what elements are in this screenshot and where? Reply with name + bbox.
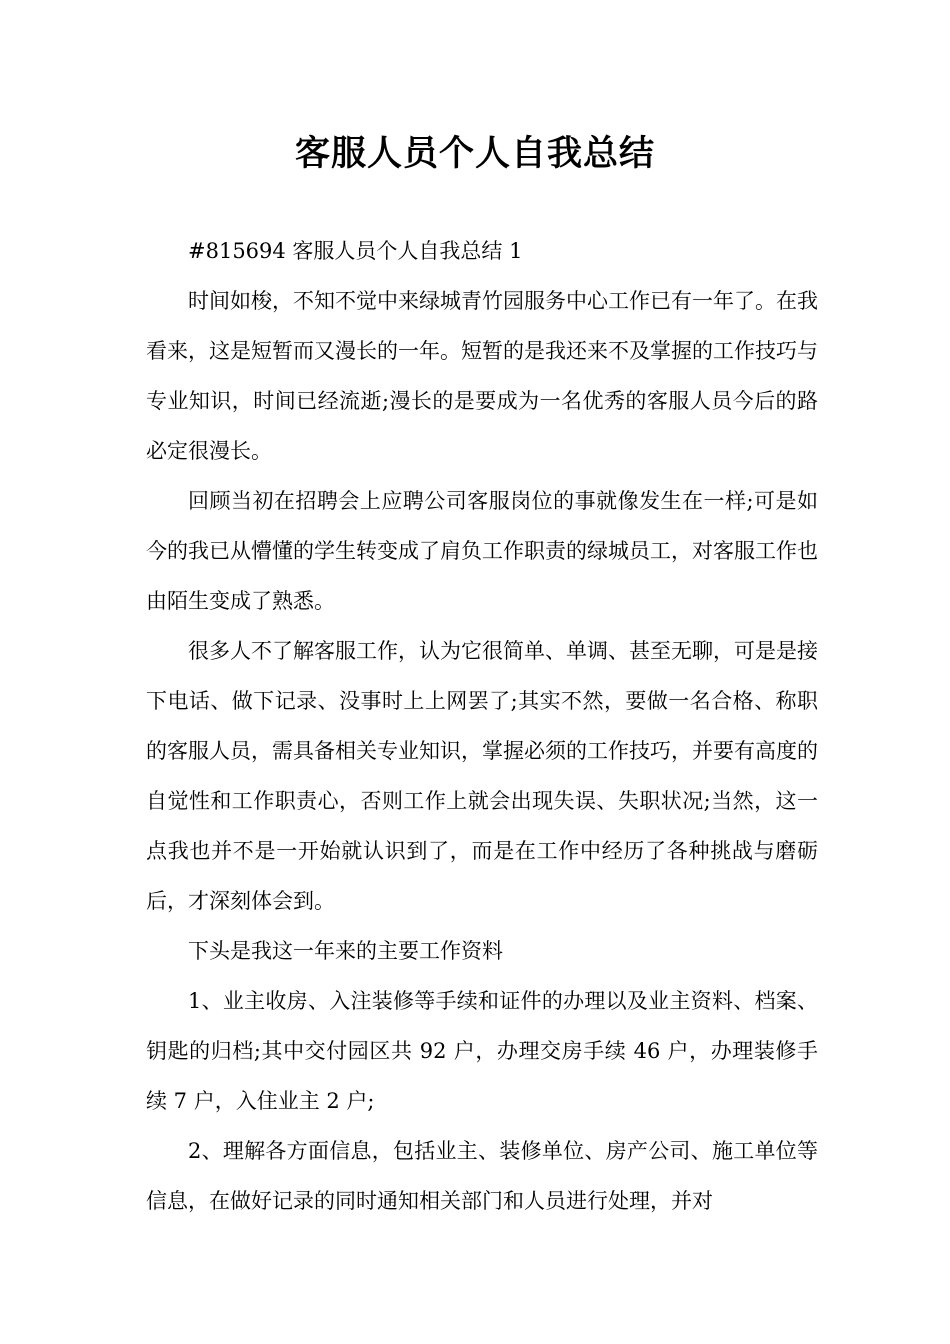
paragraph-reference: #815694 客服人员个人自我总结 1 <box>188 239 523 263</box>
document-title: 客服人员个人自我总结 <box>294 134 655 174</box>
paragraph: 1、业主收房、入注装修等手续和证件的办理以及业主资料、档案、钥匙的归档;其中交付园区共 92 户，办理交房手续 46 户，办理装修手续 7 户，入住业主 2 户; <box>146 989 818 1113</box>
paragraph: 时间如梭，不知不觉中来绿城青竹园服务中心工作已有一年了。在我看来，这是短暂而又漫长的一年。短暂的是我还来不及掌握的工作技巧与专业知识，时间已经流逝;漫长的是要成为一名优秀的客服人员今后的路必定很漫长。 <box>146 289 818 463</box>
document-body <box>146 226 818 1226</box>
paragraph: 下头是我这一年来的主要工作资料 <box>188 939 503 963</box>
paragraph: 很多人不了解客服工作，认为它很简单、单调、甚至无聊，可是是接下电话、做下记录、没事时上上网罢了;其实不然，要做一名合格、称职的客服人员，需具备相关专业知识，掌握必须的工作技巧，并要有高度的自觉性和工作职责心，否则工作上就会出现失误、失职状况;当然，这一点我也并不是一开始就认识到了，而是在工作中经历了各种挑战与磨砺后，才深刻体会到。 <box>146 639 818 913</box>
paragraph: 2、理解各方面信息，包括业主、装修单位、房产公司、施工单位等信息，在做好记录的同时通知相关部门和人员进行处理，并对 <box>146 1139 818 1213</box>
paragraph: 回顾当初在招聘会上应聘公司客服岗位的事就像发生在一样;可是如今的我已从懵懂的学生转变成了肩负工作职责的绿城员工，对客服工作也由陌生变成了熟悉。 <box>146 489 818 613</box>
